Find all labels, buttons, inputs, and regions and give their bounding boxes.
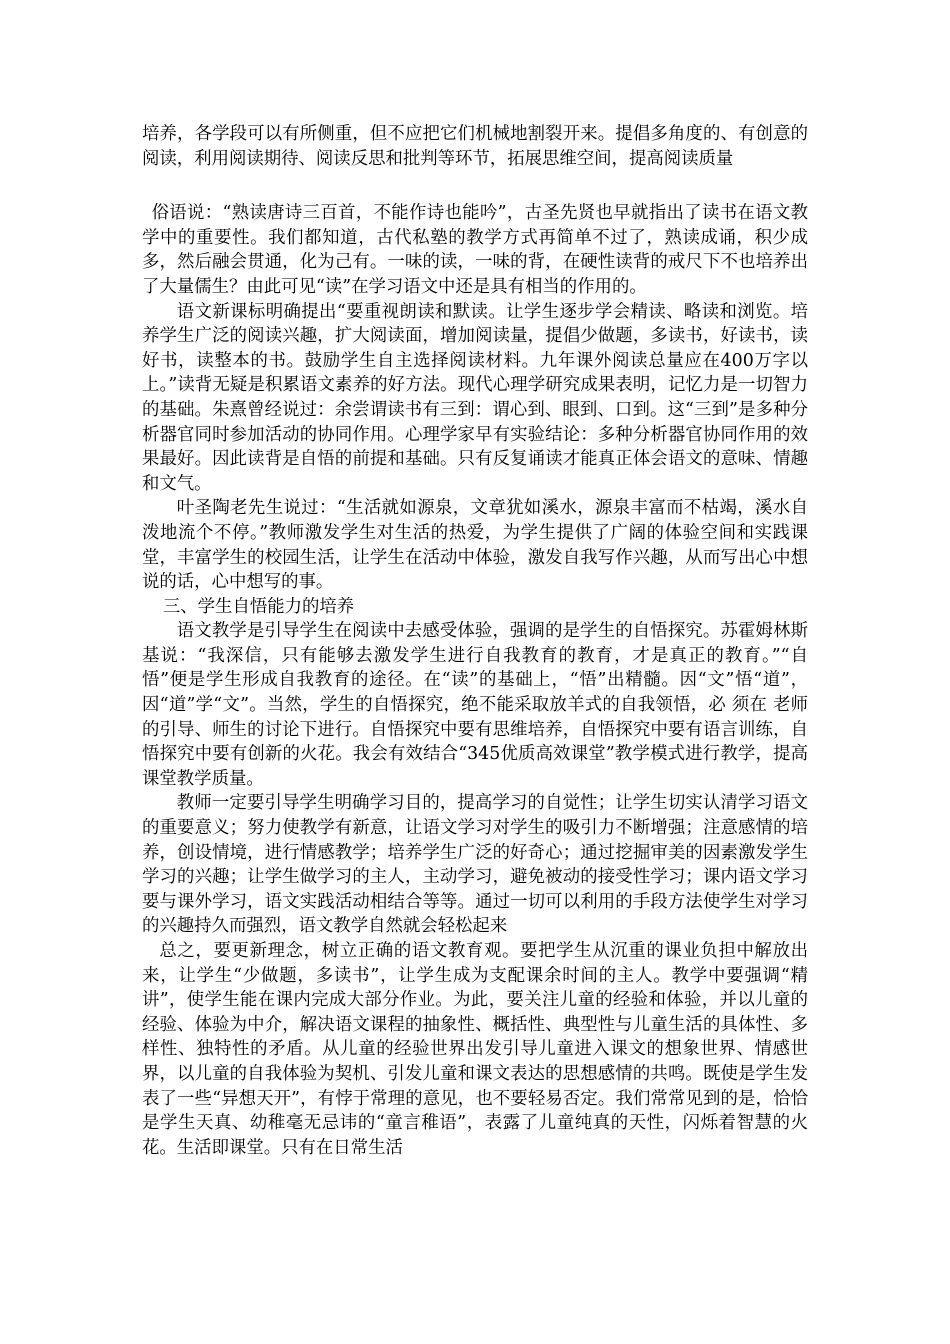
paragraph-conclusion: 总之，要更新理念，树立正确的语文教育观。要把学生从沉重的课业负担中解放出来，让学生“少做题，多读书”，让学生成为支配课余时间的主人。教学中要强调“精讲”，使学生能在课内完成大部分作业。为此，要关注儿童的经验和体验，并以儿童的经验、体验为中介，解决语文课程的抽象性、概括性、典型性与儿童生活的具体性、多样性、独特性的矛盾。从儿童的经验世界出发引导儿童进入课文的想象世界、情感世界，以儿童的自我体验为契机、引发儿童和课文表达的思想感情的共鸣。既使是学生发表了一些“异想天开”，有悖于常理的意见，也不要轻易否定。我们常常见到的是，恰恰是学生天真、幼稚毫无忌讳的“童言稚语”，表露了儿童纯真的天性，闪烁着智慧的火花。生活即课堂。只有在日常生活 (142, 941, 808, 1158)
paragraph-learning-goals: 教师一定要引导学生明确学习目的，提高学习的自觉性；让学生切实认清学习语文的重要意义；努力使教学有新意，让语文学习对学生的吸引力不断增强；注意感情的培养，创设情境，进行情感教学；培养学生广泛的好奇心；通过挖掘审美的因素激发学生学习的兴趣；让学生做学习的主人，主动学习，避免被动的接受性学习；课内语文学习要与课外学习，语文实践活动相结合等等。通过一切可以利用的手段方法使学生对学习的兴趣持久而强烈，语文教学自然就会轻松起来 (142, 793, 808, 937)
paragraph-curriculum-standard: 语文新课标明确提出“要重视朗读和默读。让学生逐步学会精读、略读和浏览。培养学生广泛的阅读兴趣，扩大阅读面，增加阅读量，提倡少做题，多读书，好读书，读好书，读整本的书。鼓励学生自主选择阅读材料。九年课外阅读总量应在400万字以上。”读背无疑是积累语文素养的好方法。现代心理学研究成果表明，记忆力是一切智力的基础。朱熹曾经说过：余尝谓读书有三到：谓心到、眼到、口到。这“三到”是多种分析器官同时参加活动的协同作用。心理学家早有实验结论：多种分析器官协同作用的效果最好。因此读背是自悟的前提和基础。只有反复诵读才能真正体会语文的意味、情趣和文气。 (142, 301, 808, 494)
document-page (142, 122, 808, 1160)
paragraph-self-realization: 语文教学是引导学生在阅读中去感受体验，强调的是学生的自悟探究。苏霍姆林斯基说：“我深信，只有能够去激发学生进行自我教育的教育，才是真正的教育。”“自悟”便是学生形成自我教育的途径。在“读”的基础上，“悟”出精髓。因“文”悟“道”，因“道”学“文”。当然，学生的自悟探究，绝不能采取放羊式的自我领悟，必 须在 老师的引导、师生的讨论下进行。自悟探究中要有思维培养，自悟探究中要有语言训练，自悟探究中要有创新的火花。我会有效结合“345优质高效课堂”教学模式进行教学，提高课堂教学质量。 (142, 621, 808, 789)
paragraph-proverb: 俗语说：“熟读唐诗三百首，不能作诗也能吟”，古圣先贤也早就指出了读书在语文教学中的重要性。我们都知道，古代私塾的教学方式再简单不过了，熟读成诵，积少成多，然后融会贯通，化为己有。一味的读，一味的背，在硬性读背的戒尺下不也培养出了大量儒生？由此可见“读”在学习语文中还是具有相当的作用的。 (142, 203, 808, 297)
paragraph-reading-quality: 培养，各学段可以有所侧重，但不应把它们机械地割裂开来。提倡多角度的、有创意的阅读，利用阅读期待、阅读反思和批判等环节，拓展思维空间，提高阅读质量 (142, 124, 808, 169)
paragraph-ye-shengtao: 叶圣陶老先生说过：“生活就如源泉，文章犹如溪水，源泉丰富而不枯竭，溪水自泼地流个不停。”教师激发学生对生活的热爱，为学生提供了广阔的体验空间和实践课堂，丰富学生的校园生活，让学生在活动中体验，激发自我写作兴趣，从而写出心中想说的话，心中想写的事。 (142, 498, 808, 593)
section-heading-self-realization: 三、学生自悟能力的培养 (162, 596, 355, 617)
